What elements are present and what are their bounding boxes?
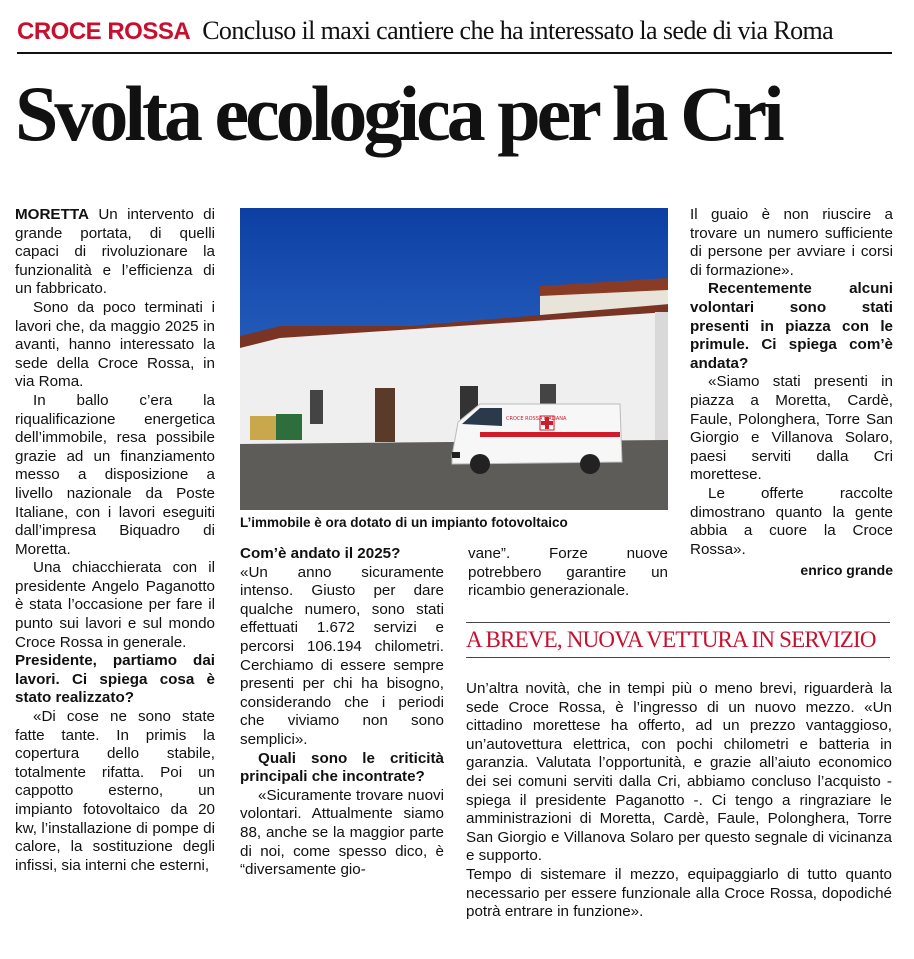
box-paragraph: Un’altra novità, che in tempi più o meno brevi, riguarderà la sede Croce Rossa, è l’ingresso di un nuovo mezzo. «Un cittadino morettese ha offerto, ad un prezzo vantaggioso, un’autovettura elettrica, con pochi chilometri e batteria in garanzia. Valutata l’opportunità, e grazie all’aiuto economico dei sei comuni serviti dalla Cri, abbiamo concluso l’acquisto - spiega il presidente Paganotto -. Ci tengo a ringraziare le amministrazioni di Moretta, Cardè, Faule, Polonghera, Torre San Giorgio e Villanova Solaro per questo segnale di vicinanza e supporto. <box>466 680 892 865</box>
ambulance-graphic <box>452 404 622 474</box>
box-paragraph: Tempo di sistemare il mezzo, equipaggiarlo di tutto quanto necessario per essere funzionale alla Croce Rossa, dopodiché potrà entrare in funzione». <box>466 865 892 921</box>
ambulance-label: CROCE ROSSA ITALIANA <box>506 416 567 422</box>
answer: Le offerte raccolte dimostrano quanto la gente abbia a cuore la Croce Rossa». <box>690 484 893 558</box>
question: Quali sono le criticità principali che incontrate? <box>240 749 444 786</box>
article-column-2 <box>240 545 444 880</box>
box-title: A BREVE, NUOVA VETTURA IN SERVIZIO <box>466 622 890 658</box>
kicker <box>17 16 897 52</box>
answer: «Siamo stati presenti in piazza a Moretta, Cardè, Faule, Polonghera, Torre San Giorgio e Villanova Solaro, paesi serviti dalla Cri morettese. <box>690 373 893 484</box>
headline: Svolta ecologica per la Cri <box>15 70 781 157</box>
paragraph: Una chiacchierata con il presidente Angelo Paganotto è stata l’occasione per fare il punto sui lavori e sul mondo Croce Rossa in generale. <box>15 559 215 651</box>
dateline-city: MORETTA <box>15 206 89 223</box>
article-column-3 <box>468 545 668 601</box>
box-body <box>466 680 892 922</box>
article-column-4 <box>690 206 893 580</box>
answer: «Di cose ne sono state fatte tante. In primis la copertura dello stabile, totalmente rifatta. Poi un cappotto esterno, un impianto fotovoltaico da 20 kw, l’installazione di pompe di calore, la sostituzione degli infissi, sia interni che esterni, <box>15 708 215 874</box>
answer: «Un anno sicuramente intenso. Giusto per dare qualche numero, sono stati effettuati 1.672 servizi e percorsi 106.194 chilometri. Cerchiamo di essere sempre presenti per chi ha bisogno, considerando che i periodi che viviamo non sono semplici». <box>240 563 444 748</box>
article-column-1 <box>15 206 215 875</box>
divider <box>17 52 892 54</box>
paragraph: In ballo c’era la riqualificazione energetica dell’immobile, resa possibile grazie ad un finanziamento messo a disposizione a livello nazionale da Poste Italiane, con i lavori eseguiti dall’impresa Biquadro di Moretta. <box>15 391 215 558</box>
paragraph: vane”. Forze nuove potrebbero garantire un ricambio generazionale. <box>468 545 668 600</box>
section-tag: CROCE ROSSA <box>17 18 191 45</box>
question: Com’è andato il 2025? <box>240 545 401 562</box>
ambulance-building-image <box>240 208 668 510</box>
answer: «Sicuramente trovare nuovi volontari. Attualmente siamo 88, anche se la maggior parte di noi, come spesso dico, è “diversamente gio- <box>240 786 444 879</box>
photo-caption: L’immobile è ora dotato di un impianto fotovoltaico <box>240 515 568 530</box>
question: Presidente, partiamo dai lavori. Ci spiega cosa è stato realizzato? <box>15 652 215 707</box>
lead-paragraph: MORETTA Un intervento di grande portata, di quelli capaci di rivoluzionare la funzionalità e l’efficienza di un fabbricato. <box>15 206 215 298</box>
paragraph: Il guaio è non riuscire a trovare un numero sufficiente di persone per avviare i corsi di formazione». <box>690 206 893 279</box>
author-signature: enrico grande <box>800 562 893 579</box>
paragraph: Sono da poco terminati i lavori che, da maggio 2025 in avanti, hanno interessato la sede della Croce Rossa, in via Roma. <box>15 298 215 391</box>
question: Recentemente alcuni volontari sono stati presenti in piazza con le primule. Ci spiega com’è andata? <box>690 280 893 372</box>
building-photo <box>240 208 668 510</box>
kicker-subtitle: Concluso il maxi cantiere che ha interessato la sede di via Roma <box>202 16 834 45</box>
